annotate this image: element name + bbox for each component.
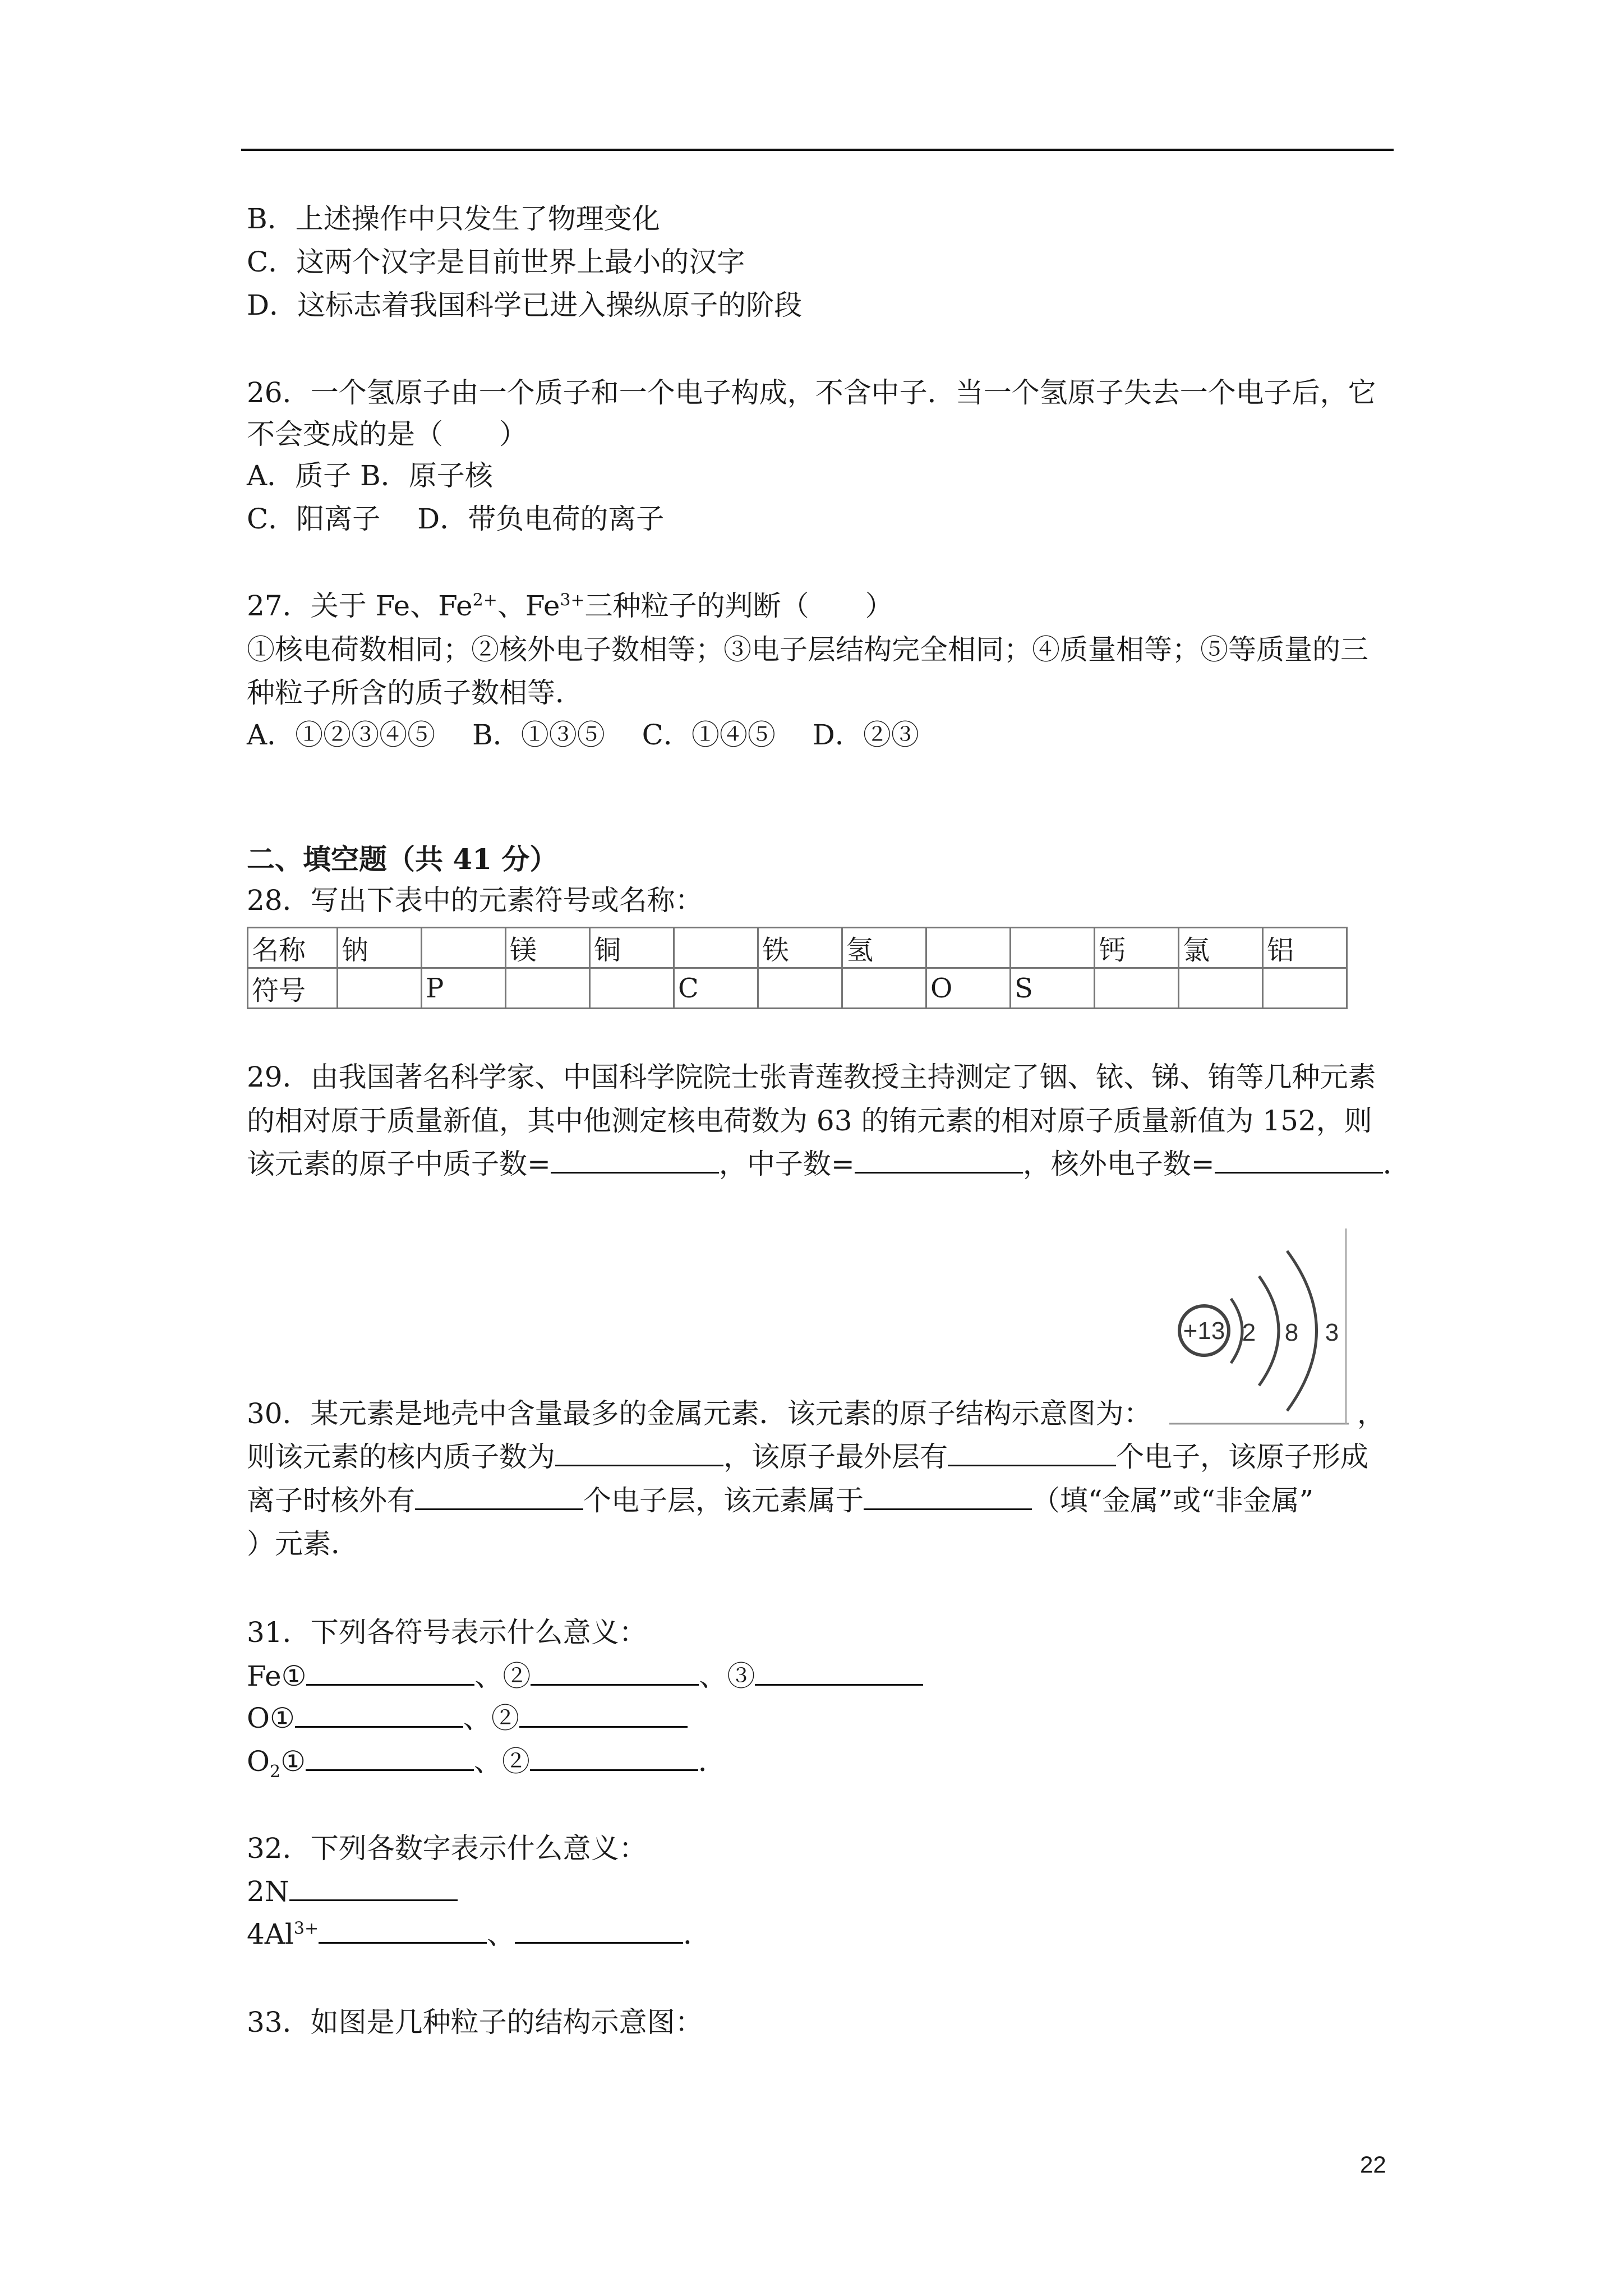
- symbol-cell: [338, 968, 422, 1009]
- q30-line3: 离子时核外有 个电子层，该元素属于 （填“金属”或“非金属”: [247, 1484, 1314, 1517]
- symbol-cell: C: [674, 968, 758, 1009]
- q30-line4: ）元素．: [247, 1527, 359, 1560]
- symbol-cell: P: [422, 968, 506, 1009]
- name-cell: [926, 928, 1011, 968]
- q27-statements-line2: 种粒子所含的质子数相等．: [247, 677, 583, 709]
- q29-blanks-line: 该元素的原子中质子数= ，中子数= ，核外电子数= ．: [247, 1148, 1411, 1180]
- symbol-cell: [1263, 968, 1347, 1009]
- fe-meaning-2-blank[interactable]: [531, 1659, 699, 1686]
- q29-stem-line1: 29．由我国著名科学家、中国科学院院士张青莲教授主持测定了铟、铱、锑、铕等几种元素: [247, 1061, 1376, 1093]
- shell-1-electrons: 2: [1242, 1319, 1256, 1346]
- symbol-cell: O: [926, 968, 1011, 1009]
- name-cell: 铁: [758, 928, 842, 968]
- q25-option-c: C．这两个汉字是目前世界上最小的汉字: [247, 246, 745, 278]
- shell-3-electrons: 3: [1325, 1319, 1339, 1346]
- q27-stem: 27．关于 Fe、$Fe^{2+}$、$Fe^{3+}$三种粒子的判断（ ）: [247, 590, 893, 622]
- 2n-meaning-blank[interactable]: [289, 1875, 458, 1901]
- o2-meaning-1-blank[interactable]: [306, 1745, 474, 1771]
- q26-options-line2: C．阳离子 D．带负电荷的离子: [247, 503, 665, 535]
- al-meaning-1-blank[interactable]: [319, 1917, 487, 1944]
- q30-stem-line1: 30．某元素是地壳中含量最多的金属元素．该元素的原子结构示意图为：: [247, 1397, 1152, 1430]
- electron-count-blank[interactable]: [1215, 1147, 1383, 1174]
- atom-structure-diagram: [1169, 1223, 1349, 1428]
- symbol-header-cell: 符号: [248, 968, 338, 1009]
- fe-meaning-3-blank[interactable]: [755, 1659, 923, 1686]
- name-cell: 钠: [338, 928, 422, 968]
- q25-option-b: B．上述操作中只发生了物理变化: [247, 203, 660, 235]
- q26-options-line1: A．质子 B．原子核: [247, 459, 493, 492]
- neutron-count-blank[interactable]: [855, 1147, 1023, 1174]
- proton-count-blank[interactable]: [551, 1147, 719, 1174]
- electron-shell-2: [1259, 1276, 1279, 1386]
- element-table: [247, 927, 1348, 1009]
- outer-electrons-blank[interactable]: [948, 1440, 1116, 1466]
- page-number: 22: [1360, 2151, 1386, 2178]
- header-rule: [241, 149, 1394, 151]
- symbol-cell: [506, 968, 590, 1009]
- name-cell: 铜: [590, 928, 674, 968]
- q30-line2: 则该元素的核内质子数为 ，该原子最外层有 个电子，该原子形成: [247, 1441, 1368, 1473]
- o-meaning-2-blank[interactable]: [519, 1701, 688, 1728]
- shell-2-electrons: 8: [1284, 1319, 1299, 1346]
- element-name-row: [248, 928, 1347, 968]
- q30-stem-line1-end: ，: [1357, 1397, 1385, 1430]
- symbol-cell: S: [1011, 968, 1095, 1009]
- nucleus-charge: +13: [1183, 1317, 1225, 1345]
- o-meaning-1-blank[interactable]: [295, 1701, 463, 1728]
- element-type-blank[interactable]: [864, 1484, 1032, 1510]
- symbol-cell: [1095, 968, 1179, 1009]
- q32-2n-line: 2N: [247, 1875, 458, 1908]
- q31-o2-line: $O_2①$ 、② ．: [247, 1745, 726, 1782]
- symbol-cell: [590, 968, 674, 1009]
- al-meaning-2-blank[interactable]: [515, 1917, 683, 1944]
- q32-prompt: 32．下列各数字表示什么意义：: [247, 1832, 647, 1865]
- name-cell: 氯: [1179, 928, 1263, 968]
- name-header-cell: 名称: [248, 928, 338, 968]
- symbol-cell: [842, 968, 926, 1009]
- q32-al-line: $4Al^{3+}$ 、 ．: [247, 1918, 712, 1950]
- name-cell: [674, 928, 758, 968]
- q31-o-line: O① 、②: [247, 1701, 688, 1735]
- name-cell: [422, 928, 506, 968]
- shell-count-blank[interactable]: [415, 1484, 583, 1510]
- name-cell: 铝: [1263, 928, 1347, 968]
- name-cell: 钙: [1095, 928, 1179, 968]
- q29-stem-line2: 的相对原于质量新值，其中他测定核电荷数为 63 的铕元素的相对原子质量新值为 152，则: [247, 1105, 1372, 1137]
- q26-stem-line1: 26．一个氢原子由一个质子和一个电子构成，不含中子．当一个氢原子失去一个电子后，它: [247, 376, 1376, 409]
- symbol-cell: [758, 968, 842, 1009]
- proton-number-blank[interactable]: [555, 1440, 723, 1466]
- q31-prompt: 31．下列各符号表示什么意义：: [247, 1616, 647, 1649]
- element-symbol-row: [248, 968, 1347, 1009]
- section-title: 二、填空题（共 41 分）: [247, 843, 558, 876]
- q33-prompt: 33．如图是几种粒子的结构示意图：: [247, 2006, 703, 2039]
- q27-statements-line1: ①核电荷数相同；②核外电子数相等；③电子层结构完全相同；④质量相等；⑤等质量的三: [247, 633, 1368, 666]
- q26-stem-line2: 不会变成的是（ ）: [247, 418, 527, 450]
- q25-option-d: D．这标志着我国科学已进入操纵原子的阶段: [247, 289, 803, 321]
- q27-options: A．①②③④⑤ B．①③⑤ C．①④⑤ D．②③: [247, 719, 919, 751]
- q28-prompt: 28．写出下表中的元素符号或名称：: [247, 884, 703, 917]
- name-cell: 镁: [506, 928, 590, 968]
- fe-meaning-1-blank[interactable]: [306, 1659, 474, 1686]
- name-cell: 氢: [842, 928, 926, 968]
- electron-shell-1: [1231, 1299, 1242, 1363]
- symbol-cell: [1179, 968, 1263, 1009]
- name-cell: [1011, 928, 1095, 968]
- q31-fe-line: Fe① 、② 、③: [247, 1659, 923, 1693]
- o2-meaning-2-blank[interactable]: [530, 1745, 698, 1771]
